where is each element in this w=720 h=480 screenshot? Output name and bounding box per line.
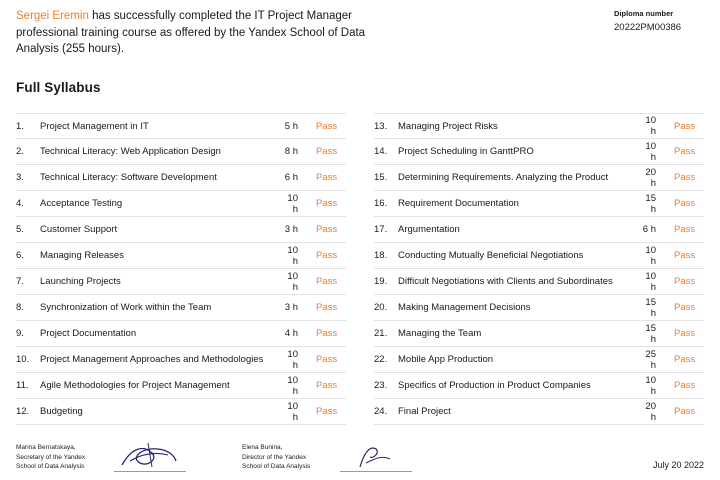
syllabus-row xyxy=(374,373,704,399)
syllabus-row-hours: 10 h xyxy=(645,115,656,138)
syllabus-row-index: 6. xyxy=(16,250,24,262)
syllabus-row xyxy=(374,321,704,347)
syllabus-row-subject: Technical Literacy: Web Application Design xyxy=(40,146,221,158)
syllabus-column-right xyxy=(374,113,704,425)
syllabus-row-subject: Specifics of Production in Product Companies xyxy=(398,380,591,392)
syllabus-row-grade: Pass xyxy=(674,276,696,288)
diploma-number-block xyxy=(614,8,704,35)
syllabus-row-hours: 15 h xyxy=(645,322,656,345)
syllabus-row-hours: 5 h xyxy=(284,120,298,132)
syllabus-row-index: 19. xyxy=(374,276,388,288)
syllabus-row-hours: 3 h xyxy=(284,224,298,236)
syllabus-row xyxy=(374,243,704,269)
syllabus-row-index: 15. xyxy=(374,172,388,184)
syllabus-row xyxy=(374,399,704,425)
issue-date: July 20 2022 xyxy=(652,460,704,470)
syllabus-row xyxy=(16,321,346,347)
syllabus-column-left xyxy=(16,113,346,425)
syllabus-row-grade: Pass xyxy=(674,354,696,366)
syllabus-row-index: 8. xyxy=(16,302,24,314)
syllabus-row xyxy=(374,217,704,243)
syllabus-row-subject: Managing the Team xyxy=(398,328,482,340)
syllabus-row-subject: Conducting Mutually Beneficial Negotiations xyxy=(398,250,584,262)
syllabus-row xyxy=(374,347,704,373)
syllabus-row-hours: 10 h xyxy=(645,374,656,397)
syllabus-row-subject: Determining Requirements. Analyzing the Product xyxy=(398,172,609,184)
signature-area xyxy=(340,438,412,472)
syllabus-row-index: 10. xyxy=(16,354,30,366)
syllabus-row-subject: Project Management in IT xyxy=(40,120,149,132)
syllabus-row xyxy=(16,269,346,295)
signatory-org: School of Data Analysis xyxy=(16,463,85,471)
syllabus-row-hours: 20 h xyxy=(645,400,656,423)
syllabus-row xyxy=(374,295,704,321)
syllabus-row-index: 20. xyxy=(374,302,388,314)
syllabus-row-grade: Pass xyxy=(316,380,338,392)
syllabus-row-subject: Mobile App Production xyxy=(398,354,494,366)
syllabus-row-hours: 6 h xyxy=(642,224,656,236)
signatory-name: Marina Bernatskaya, xyxy=(16,443,76,451)
syllabus-row-grade: Pass xyxy=(316,328,338,340)
syllabus-row-hours: 10 h xyxy=(287,374,298,397)
syllabus-row-index: 4. xyxy=(16,198,24,210)
syllabus-row xyxy=(16,217,346,243)
syllabus-row-grade: Pass xyxy=(316,224,338,236)
signatory-block xyxy=(242,438,412,472)
syllabus-row-subject: Making Management Decisions xyxy=(398,302,531,314)
syllabus-row xyxy=(16,139,346,165)
syllabus-row-index: 24. xyxy=(374,406,388,418)
syllabus-row-hours: 10 h xyxy=(287,348,298,371)
syllabus-row-hours: 10 h xyxy=(287,400,298,423)
signatories xyxy=(16,438,412,472)
syllabus-row xyxy=(16,243,346,269)
syllabus-row-grade: Pass xyxy=(674,198,696,210)
syllabus-row xyxy=(16,191,346,217)
syllabus-row-hours: 8 h xyxy=(284,146,298,158)
syllabus-row xyxy=(16,113,346,139)
syllabus-row-subject: Acceptance Testing xyxy=(40,198,123,210)
syllabus-row-subject: Customer Support xyxy=(40,224,118,236)
syllabus-row-subject: Agile Methodologies for Project Management xyxy=(40,380,230,392)
signatory-text xyxy=(242,443,334,472)
diploma-number-value: 20222PM00386 xyxy=(614,21,682,33)
syllabus-row-index: 5. xyxy=(16,224,24,236)
syllabus-row-index: 13. xyxy=(374,120,388,132)
syllabus-row-subject: Argumentation xyxy=(398,224,460,236)
syllabus-columns xyxy=(0,95,720,425)
signatory-org: School of Data Analysis xyxy=(242,463,311,471)
syllabus-row-hours: 3 h xyxy=(284,302,298,314)
intro-paragraph xyxy=(16,8,386,58)
syllabus-row-subject: Managing Releases xyxy=(40,250,124,262)
signatory-title: Secretary of the Yandex xyxy=(16,453,86,461)
syllabus-row-index: 18. xyxy=(374,250,388,262)
syllabus-row-grade: Pass xyxy=(316,120,338,132)
syllabus-row-index: 3. xyxy=(16,172,24,184)
syllabus-row-index: 7. xyxy=(16,276,24,288)
syllabus-row-hours: 10 h xyxy=(287,244,298,267)
syllabus-row-hours: 10 h xyxy=(645,244,656,267)
syllabus-row-hours: 15 h xyxy=(645,296,656,319)
syllabus-row-hours: 10 h xyxy=(645,270,656,293)
signature-line xyxy=(114,471,186,472)
syllabus-row-grade: Pass xyxy=(316,302,338,314)
syllabus-row-hours: 10 h xyxy=(645,140,656,163)
syllabus-row-grade: Pass xyxy=(316,354,338,366)
recipient-name: Sergei Eremin xyxy=(16,10,89,22)
syllabus-row-hours: 25 h xyxy=(645,348,656,371)
syllabus-row xyxy=(374,269,704,295)
syllabus-row-index: 16. xyxy=(374,198,388,210)
certificate-header xyxy=(0,0,720,58)
syllabus-row-grade: Pass xyxy=(674,302,696,314)
syllabus-row-subject: Project Scheduling in GanttPRO xyxy=(398,146,534,158)
syllabus-row-grade: Pass xyxy=(674,224,696,236)
syllabus-row-hours: 10 h xyxy=(287,270,298,293)
syllabus-row-hours: 6 h xyxy=(284,172,298,184)
syllabus-row-index: 1. xyxy=(16,120,24,132)
syllabus-row-subject: Final Project xyxy=(398,406,451,418)
syllabus-row-grade: Pass xyxy=(674,406,696,418)
syllabus-row-subject: Requirement Documentation xyxy=(398,198,519,210)
syllabus-row-grade: Pass xyxy=(674,380,696,392)
intro-text: has successfully completed the IT Project Manager professional training course as offered by the Yandex School of Data Analysis (255 hours). xyxy=(16,10,366,56)
signatory-text xyxy=(16,443,108,472)
syllabus-row-index: 11. xyxy=(16,380,29,392)
syllabus-row-index: 14. xyxy=(374,146,388,158)
syllabus-row-grade: Pass xyxy=(316,250,338,262)
syllabus-row-grade: Pass xyxy=(316,406,338,418)
syllabus-row-grade: Pass xyxy=(674,146,696,158)
syllabus-row xyxy=(374,113,704,139)
syllabus-row-index: 23. xyxy=(374,380,388,392)
syllabus-row xyxy=(16,347,346,373)
syllabus-row xyxy=(374,165,704,191)
syllabus-row-grade: Pass xyxy=(674,328,696,340)
syllabus-row-grade: Pass xyxy=(316,276,338,288)
syllabus-row xyxy=(374,191,704,217)
signature-mark-icon xyxy=(344,441,406,471)
syllabus-row-grade: Pass xyxy=(316,198,338,210)
syllabus-row-subject: Technical Literacy: Software Development xyxy=(40,172,217,184)
syllabus-row-subject: Project Documentation xyxy=(40,328,137,340)
signature-mark-icon xyxy=(118,441,180,471)
syllabus-row-hours: 15 h xyxy=(645,192,656,215)
syllabus-row xyxy=(16,373,346,399)
signatory-block xyxy=(16,438,186,472)
syllabus-row xyxy=(374,139,704,165)
syllabus-row-index: 22. xyxy=(374,354,388,366)
syllabus-row-subject: Budgeting xyxy=(40,406,83,418)
syllabus-row xyxy=(16,295,346,321)
syllabus-row-index: 17. xyxy=(374,224,388,236)
certificate-footer xyxy=(0,438,720,480)
signatory-title: Director of the Yandex xyxy=(242,453,307,461)
syllabus-row-grade: Pass xyxy=(674,120,696,132)
signature-area xyxy=(114,438,186,472)
syllabus-row-hours: 4 h xyxy=(284,328,298,340)
syllabus-row-subject: Project Management Approaches and Methodologies xyxy=(40,354,264,366)
syllabus-row-index: 21. xyxy=(374,328,388,340)
syllabus-row-subject: Synchronization of Work within the Team xyxy=(40,302,212,314)
syllabus-row-hours: 20 h xyxy=(645,166,656,189)
syllabus-row-hours: 10 h xyxy=(287,192,298,215)
syllabus-row-index: 9. xyxy=(16,328,24,340)
signature-line xyxy=(340,471,412,472)
syllabus-row-subject: Difficult Negotiations with Clients and Subordinates xyxy=(398,276,613,288)
syllabus-row-subject: Managing Project Risks xyxy=(398,120,498,132)
syllabus-row-index: 12. xyxy=(16,406,30,418)
syllabus-title: Full Syllabus xyxy=(16,80,101,96)
syllabus-row-subject: Launching Projects xyxy=(40,276,121,288)
syllabus-row-grade: Pass xyxy=(674,250,696,262)
syllabus-row xyxy=(16,165,346,191)
syllabus-row-grade: Pass xyxy=(674,172,696,184)
syllabus-row xyxy=(16,399,346,425)
syllabus-row-grade: Pass xyxy=(316,172,338,184)
diploma-number-label: Diploma number xyxy=(614,9,674,18)
syllabus-row-grade: Pass xyxy=(316,146,338,158)
signatory-name: Elena Bunina, xyxy=(242,443,283,451)
syllabus-row-index: 2. xyxy=(16,146,24,158)
